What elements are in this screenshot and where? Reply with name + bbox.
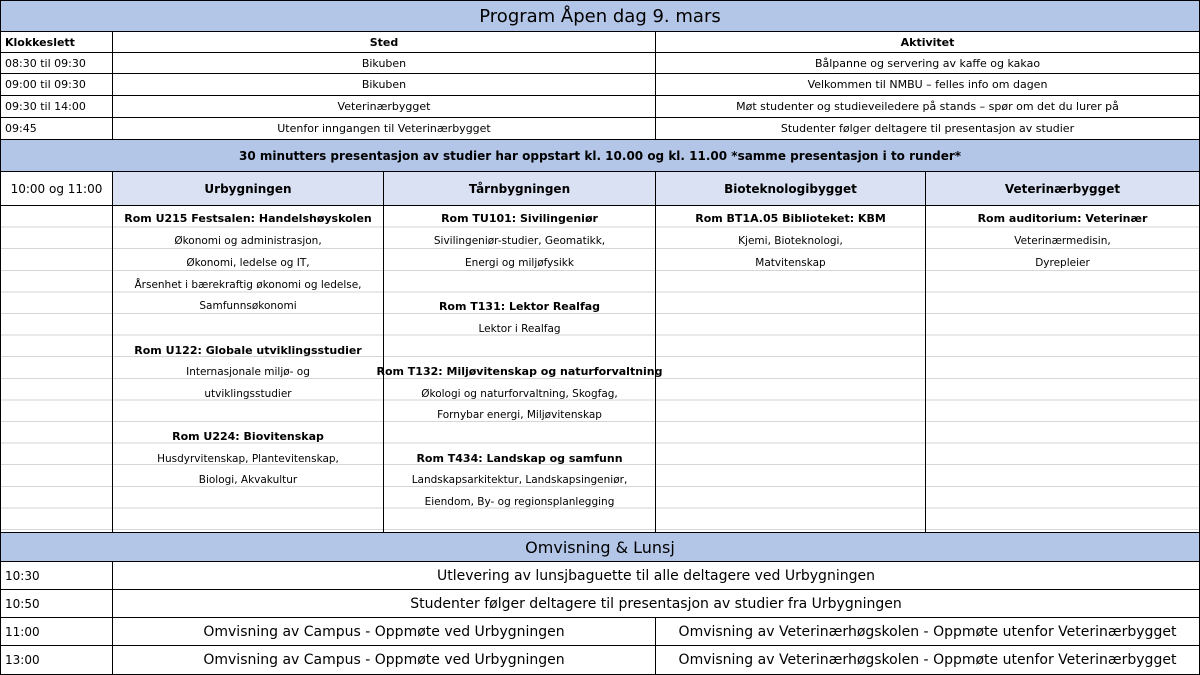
tour-row xyxy=(1,590,1199,618)
title-band xyxy=(1,1,1199,32)
tour-time: 10:50 xyxy=(5,596,40,611)
tour-row xyxy=(1,618,1199,646)
schedule-activity: Velkommen til NMBU – felles info om dagen xyxy=(655,74,1199,95)
tour-time: 13:00 xyxy=(5,653,40,667)
header-time: Klokkeslett xyxy=(5,35,75,49)
presentation-time: 10:00 og 11:00 xyxy=(10,181,103,196)
room-line: Økologi og naturforvaltning, Skogfag, xyxy=(421,387,618,400)
room-line: Biologi, Akvakultur xyxy=(198,473,298,486)
room-title: Rom U122: Globale utviklingsstudier xyxy=(134,344,362,358)
building-body xyxy=(1,206,1199,532)
building-name: Tårnbygningen xyxy=(383,172,655,205)
tour-row xyxy=(1,562,1199,590)
tour-right: Omvisning av Veterinærhøgskolen - Oppmøte utenfor Veterinærbygget xyxy=(655,618,1199,645)
building-column-tarnbygningen xyxy=(376,206,663,532)
room-title: Rom auditorium: Veterinær xyxy=(977,212,1148,226)
building-name: Veterinærbygget xyxy=(925,172,1199,205)
schedule-time: 08:30 til 09:30 xyxy=(5,56,86,70)
room-line: Lektor i Realfag xyxy=(478,322,561,335)
room-line: utviklingsstudier xyxy=(204,387,292,400)
room-line: Eiendom, By- og regionsplanlegging xyxy=(424,495,615,508)
room-line: Energi og miljøfysikk xyxy=(465,256,574,269)
presentation-banner xyxy=(1,140,1199,172)
tour-row xyxy=(1,646,1199,674)
presentation-banner-text: 30 minutters presentasjon av studier har oppstart kl. 10.00 og kl. 11.00 *samme presentasjon i to runder* xyxy=(238,148,962,163)
schedule-activity: Bålpanne og servering av kaffe og kakao xyxy=(655,53,1199,73)
building-column-urbygningen xyxy=(112,206,383,532)
tour-banner xyxy=(1,532,1199,562)
room-line: Fornybar energi, Miljøvitenskap xyxy=(437,408,602,421)
schedule-place: Bikuben xyxy=(112,74,655,95)
room-line: Internasjonale miljø- og xyxy=(186,365,310,378)
room-line: Sivilingeniør-studier, Geomatikk, xyxy=(433,234,606,247)
room-title: Rom T132: Miljøvitenskap og naturforvaltning xyxy=(376,365,663,379)
room-line: Dyrepleier xyxy=(1035,256,1090,269)
schedule-header-row xyxy=(1,32,1199,53)
schedule-time: 09:30 til 14:00 xyxy=(5,100,86,113)
schedule-activity: Møt studenter og studieveiledere på stands – spør om det du lurer på xyxy=(655,96,1199,117)
schedule-place: Veterinærbygget xyxy=(112,96,655,117)
room-title: Rom U215 Festsalen: Handelshøyskolen xyxy=(124,212,372,226)
room-title: Rom U224: Biovitenskap xyxy=(172,430,324,444)
tour-text: Studenter følger deltagere til presentasjon av studier fra Urbygningen xyxy=(112,590,1199,617)
building-column-bioteknologibygget xyxy=(655,206,925,532)
room-line: Økonomi, ledelse og IT, xyxy=(186,256,310,269)
schedule-row xyxy=(1,74,1199,96)
schedule-place: Bikuben xyxy=(112,53,655,73)
header-place: Sted xyxy=(112,32,655,52)
room-title: Rom T434: Landskap og samfunn xyxy=(416,452,623,466)
room-title: Rom TU101: Sivilingeniør xyxy=(441,212,598,226)
room-line: Veterinærmedisin, xyxy=(1014,234,1111,247)
room-title: Rom BT1A.05 Biblioteket: KBM xyxy=(695,212,886,226)
schedule-row xyxy=(1,96,1199,118)
tour-left: Omvisning av Campus - Oppmøte ved Urbygningen xyxy=(112,618,655,645)
tour-text: Utlevering av lunsjbaguette til alle deltagere ved Urbygningen xyxy=(112,562,1199,589)
room-line: Kjemi, Bioteknologi, xyxy=(738,234,843,247)
building-name: Bioteknologibygget xyxy=(655,172,925,205)
schedule-time: 09:00 til 09:30 xyxy=(5,78,86,91)
tour-right: Omvisning av Veterinærhøgskolen - Oppmøte utenfor Veterinærbygget xyxy=(655,646,1199,674)
building-name: Urbygningen xyxy=(112,172,383,205)
building-header-row xyxy=(1,172,1199,206)
schedule-row xyxy=(1,118,1199,140)
room-title: Rom T131: Lektor Realfag xyxy=(438,300,601,314)
tour-banner-text: Omvisning & Lunsj xyxy=(525,537,675,557)
tour-left: Omvisning av Campus - Oppmøte ved Urbygningen xyxy=(112,646,655,674)
room-line: Økonomi og administrasjon, xyxy=(174,234,322,247)
room-line: Landskapsarkitektur, Landskapsingeniør, xyxy=(411,473,628,486)
schedule-row xyxy=(1,53,1199,74)
schedule-place: Utenfor inngangen til Veterinærbygget xyxy=(112,118,655,139)
tour-time: 10:30 xyxy=(5,568,40,583)
header-activity: Aktivitet xyxy=(655,32,1199,52)
tour-time: 11:00 xyxy=(5,624,40,639)
schedule-time: 09:45 xyxy=(5,122,37,135)
time-column-empty xyxy=(1,206,112,532)
room-line: Husdyrvitenskap, Plantevitenskap, xyxy=(157,452,339,465)
room-line: Samfunnsøkonomi xyxy=(199,299,297,312)
building-column-veterinaerbygget xyxy=(925,206,1199,532)
page-title: Program Åpen dag 9. mars xyxy=(479,5,721,27)
room-line: Matvitenskap xyxy=(755,256,826,269)
schedule-activity: Studenter følger deltagere til presentasjon av studier xyxy=(655,118,1199,139)
room-line: Årsenhet i bærekraftig økonomi og ledelse, xyxy=(134,278,362,291)
